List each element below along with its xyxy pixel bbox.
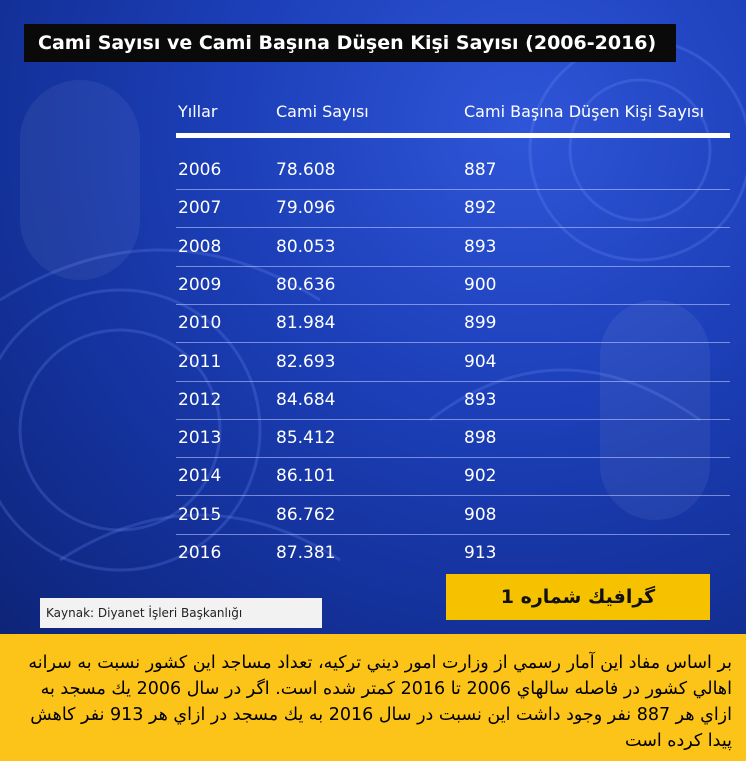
- mosque-count-cell: 80.053: [276, 236, 336, 257]
- year-cell: 2012: [178, 389, 222, 410]
- year-cell: 2006: [178, 160, 222, 180]
- chart-title: Cami Sayısı ve Cami Başına Düşen Kişi Sayısı (2006-2016): [24, 24, 676, 62]
- year-cell: 2016: [178, 543, 222, 563]
- mosque-count-cell: 80.636: [276, 274, 336, 295]
- mosque-count-cell: 81.984: [276, 313, 336, 334]
- year-cell: 2011: [178, 351, 222, 372]
- table-row: [176, 382, 730, 420]
- people-per-mosque-cell: 898: [464, 428, 497, 449]
- people-per-mosque-cell: 892: [464, 198, 497, 219]
- table-row: [176, 190, 730, 228]
- people-per-mosque-cell: 899: [464, 313, 497, 334]
- column-header-mosque-count: Cami Sayısı: [276, 102, 369, 121]
- explanation-text: بر اساس مفاد اين آمار رسمي از وزارت امور ديني تركيه، تعداد مساجد اين كشور نسبت به سرانه اهالي كشور در فاصله سالهاي 2006 تا 2016 كمتر شده است. اگر در سال 2006 يك مسجد به ازاي هر 887 نفر وجود داشت اين نسبت در سال 2016 به يك مسجد در ازاي هر 913 نفر كاهش پيدا كرده است: [28, 653, 732, 751]
- header-divider: [176, 133, 730, 138]
- people-per-mosque-cell: 893: [464, 236, 497, 257]
- table-row: [176, 458, 730, 496]
- table-row: [176, 305, 730, 343]
- year-cell: 2014: [178, 466, 222, 487]
- people-per-mosque-cell: 893: [464, 389, 497, 410]
- people-per-mosque-cell: 904: [464, 351, 497, 372]
- people-per-mosque-cell: 900: [464, 274, 497, 295]
- people-per-mosque-cell: 908: [464, 504, 497, 525]
- mosque-count-cell: 87.381: [276, 543, 336, 563]
- table-row: [176, 229, 730, 267]
- table-row: [176, 420, 730, 458]
- year-cell: 2010: [178, 313, 222, 334]
- mosque-count-cell: 82.693: [276, 351, 336, 372]
- table-row: [176, 344, 730, 382]
- year-cell: 2009: [178, 274, 222, 295]
- table-row: [176, 535, 730, 573]
- year-cell: 2007: [178, 198, 222, 219]
- column-header-people-per-mosque: Cami Başına Düşen Kişi Sayısı: [464, 102, 705, 121]
- table-row: [176, 497, 730, 535]
- people-per-mosque-cell: 913: [464, 543, 497, 563]
- mosque-count-cell: 84.684: [276, 389, 336, 410]
- mosque-count-cell: 78.608: [276, 160, 336, 180]
- explanation-box: [0, 634, 746, 761]
- people-per-mosque-cell: 902: [464, 466, 497, 487]
- graph-number-label: گرافيك شماره 1: [446, 574, 710, 620]
- source-label: Kaynak: Diyanet İşleri Başkanlığı: [40, 598, 322, 628]
- year-cell: 2013: [178, 428, 222, 449]
- column-header-years: Yıllar: [178, 102, 218, 121]
- mosque-count-cell: 86.762: [276, 504, 336, 525]
- year-cell: 2015: [178, 504, 222, 525]
- mosque-count-cell: 79.096: [276, 198, 336, 219]
- mosque-count-cell: 85.412: [276, 428, 336, 449]
- table-row: [176, 267, 730, 305]
- table-row: [176, 152, 730, 190]
- people-per-mosque-cell: 887: [464, 160, 497, 180]
- year-cell: 2008: [178, 236, 222, 257]
- mosque-count-cell: 86.101: [276, 466, 336, 487]
